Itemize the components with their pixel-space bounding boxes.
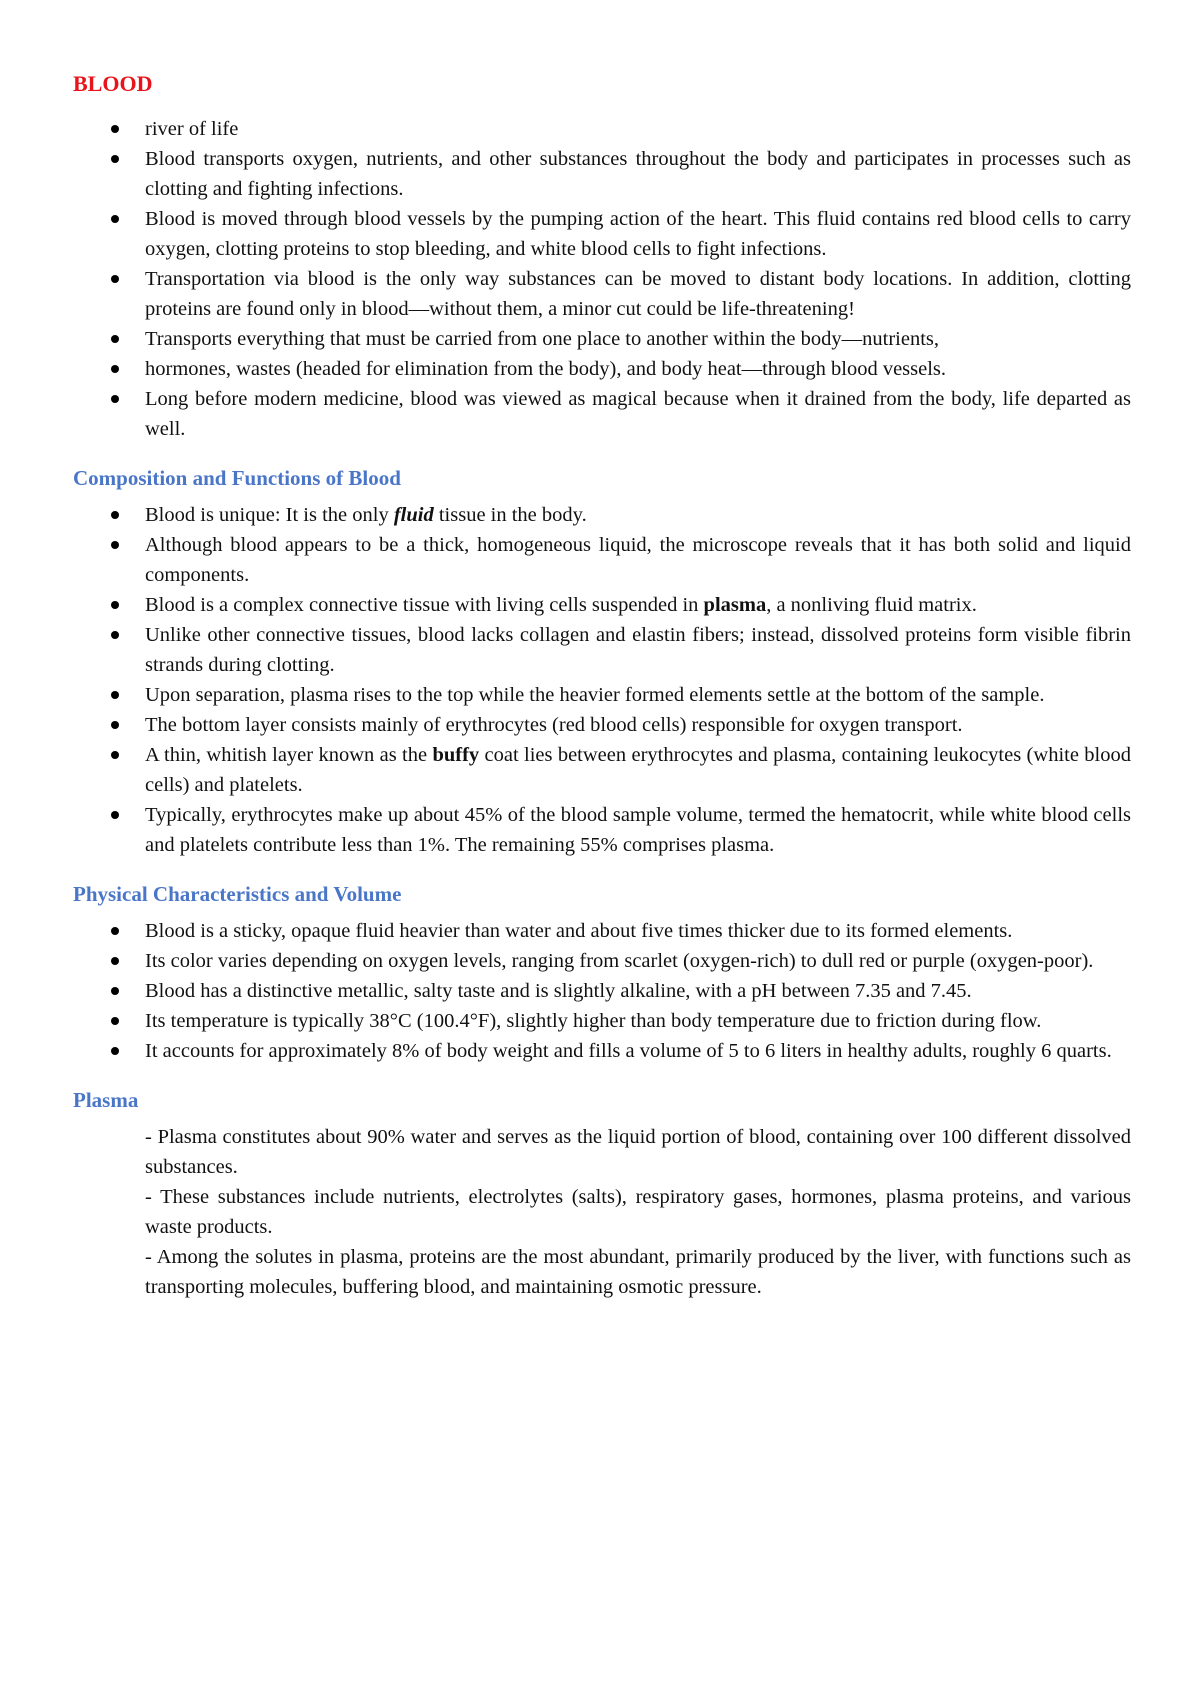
list-item-text-before: Blood is unique: It is the only	[145, 504, 394, 526]
composition-list	[73, 500, 1131, 860]
bullet-icon	[111, 541, 119, 549]
spacer	[73, 860, 1131, 880]
bold-plasma: plasma	[703, 594, 767, 616]
list-item	[73, 324, 1131, 354]
list-item	[73, 144, 1131, 204]
list-item	[73, 1036, 1131, 1066]
list-item	[73, 264, 1131, 324]
list-item-text: river of life	[145, 118, 239, 140]
section-heading-plasma: Plasma	[73, 1088, 139, 1112]
bullet-icon	[111, 365, 119, 373]
bullet-icon	[111, 721, 119, 729]
plasma-line: - Plasma constitutes about 90% water and serves as the liquid portion of blood, containing over 100 different dissolved substances.	[145, 1126, 1131, 1178]
list-item	[73, 384, 1131, 444]
bullet-icon	[111, 395, 119, 403]
bullet-icon	[111, 125, 119, 133]
section-heading-physical: Physical Characteristics and Volume	[73, 882, 402, 906]
list-item-text: The bottom layer consists mainly of erythrocytes (red blood cells) responsible for oxygen transport.	[145, 714, 963, 736]
list-item-text-before: Blood is a complex connective tissue with living cells suspended in	[145, 594, 704, 616]
bullet-icon	[111, 1017, 119, 1025]
bullet-icon	[111, 155, 119, 163]
list-item-text: Transportation via blood is the only way substances can be moved to distant body locations. In addition, clotting proteins are found only in blood—without them, a minor cut could be life-threatening!	[145, 268, 1131, 320]
list-item-text: Blood is moved through blood vessels by the pumping action of the heart. This fluid contains red blood cells to carry oxygen, clotting proteins to stop bleeding, and white blood cells to fight infections.	[145, 208, 1131, 260]
document-title: BLOOD	[73, 71, 153, 96]
bullet-icon	[111, 957, 119, 965]
spacer	[73, 1066, 1131, 1086]
list-item	[73, 1006, 1131, 1036]
bold-buffy: buffy	[432, 744, 480, 766]
list-item	[73, 530, 1131, 590]
list-item	[73, 204, 1131, 264]
list-item-text: Although blood appears to be a thick, homogeneous liquid, the microscope reveals that it has both solid and liquid components.	[145, 534, 1131, 586]
list-item	[73, 710, 1131, 740]
bullet-icon	[111, 927, 119, 935]
list-item-text: Typically, erythrocytes make up about 45% of the blood sample volume, termed the hematocrit, while white blood cells and platelets contribute less than 1%. The remaining 55% comprises plasma.	[145, 804, 1131, 856]
list-item	[73, 680, 1131, 710]
bullet-icon	[111, 987, 119, 995]
list-item	[73, 590, 1131, 620]
intro-list	[73, 114, 1131, 444]
list-item	[73, 916, 1131, 946]
list-item-text: Unlike other connective tissues, blood lacks collagen and elastin fibers; instead, dissolved proteins form visible fibrin strands during clotting.	[145, 624, 1131, 676]
bullet-icon	[111, 691, 119, 699]
list-item	[73, 114, 1131, 144]
list-item-text-after: , a nonliving fluid matrix.	[766, 594, 977, 616]
bullet-icon	[111, 511, 119, 519]
list-item-text: Blood is a sticky, opaque fluid heavier than water and about five times thicker due to its formed elements.	[145, 920, 1013, 942]
bullet-icon	[111, 601, 119, 609]
plasma-line: - Among the solutes in plasma, proteins are the most abundant, primarily produced by the liver, with functions such as transporting molecules, buffering blood, and maintaining osmotic pressure.	[145, 1246, 1131, 1298]
spacer	[73, 444, 1131, 464]
list-item-text: Long before modern medicine, blood was viewed as magical because when it drained from the body, life departed as well.	[145, 388, 1131, 440]
list-item	[73, 976, 1131, 1006]
list-item-text: Blood transports oxygen, nutrients, and other substances throughout the body and participates in processes such as clotting and fighting infections.	[145, 148, 1131, 200]
emphasis-fluid: fluid	[393, 504, 434, 526]
list-item	[73, 500, 1131, 530]
bullet-icon	[111, 335, 119, 343]
list-item-text: Transports everything that must be carried from one place to another within the body—nutrients,	[145, 328, 940, 350]
list-item-text: Upon separation, plasma rises to the top while the heavier formed elements settle at the bottom of the sample.	[145, 684, 1045, 706]
list-item-text-after: tissue in the body.	[433, 504, 587, 526]
list-item-text: Its color varies depending on oxygen levels, ranging from scarlet (oxygen-rich) to dull red or purple (oxygen-poor).	[145, 950, 1094, 972]
list-item	[73, 620, 1131, 680]
list-item-text-after: coat lies between erythrocytes and plasma, containing leukocytes (white blood cells) and platelets.	[145, 744, 1131, 796]
bullet-icon	[111, 215, 119, 223]
list-item	[73, 946, 1131, 976]
list-item	[73, 740, 1131, 800]
bullet-icon	[111, 631, 119, 639]
section-heading-composition: Composition and Functions of Blood	[73, 466, 401, 490]
plasma-list	[73, 1122, 1131, 1302]
physical-list	[73, 916, 1131, 1066]
document-page	[73, 70, 1131, 1302]
bullet-icon	[111, 811, 119, 819]
bullet-icon	[111, 1047, 119, 1055]
bullet-icon	[111, 751, 119, 759]
bullet-icon	[111, 275, 119, 283]
list-item-text: hormones, wastes (headed for elimination from the body), and body heat—through blood vessels.	[145, 358, 947, 380]
list-item	[73, 800, 1131, 860]
list-item-text-before: A thin, whitish layer known as the	[145, 744, 433, 766]
list-item-text: It accounts for approximately 8% of body weight and fills a volume of 5 to 6 liters in healthy adults, roughly 6 quarts.	[145, 1040, 1112, 1062]
list-item	[73, 354, 1131, 384]
list-item-text: Its temperature is typically 38°C (100.4°F), slightly higher than body temperature due to friction during flow.	[145, 1010, 1042, 1032]
plasma-line: - These substances include nutrients, electrolytes (salts), respiratory gases, hormones, plasma proteins, and various waste products.	[145, 1186, 1131, 1238]
list-item-text: Blood has a distinctive metallic, salty taste and is slightly alkaline, with a pH between 7.35 and 7.45.	[145, 980, 972, 1002]
